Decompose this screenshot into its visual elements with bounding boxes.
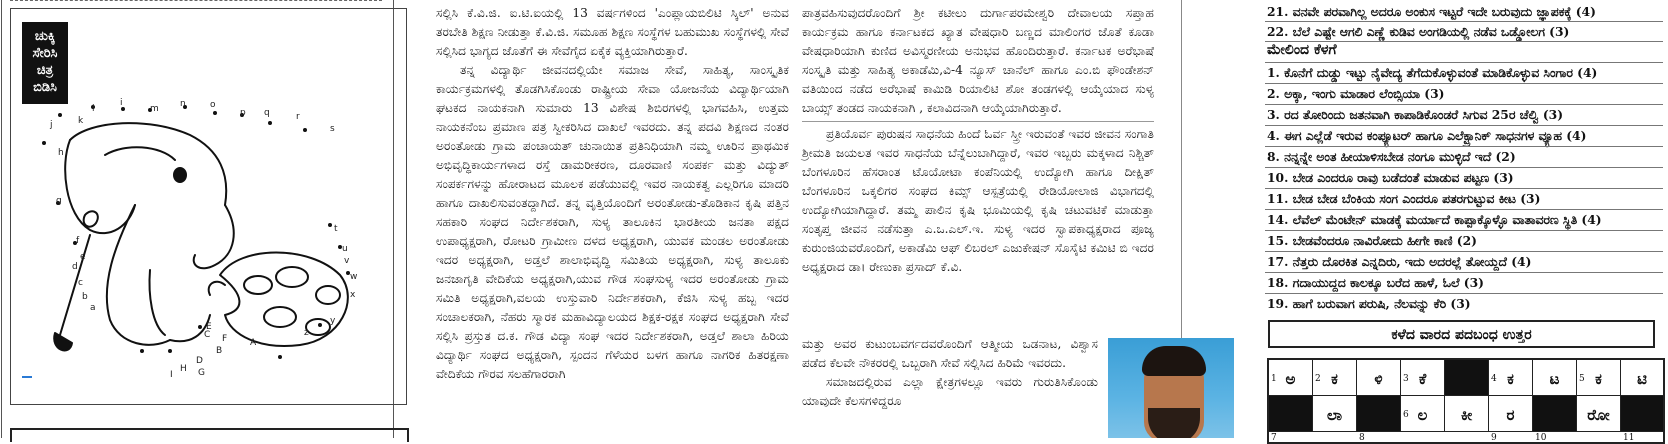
article-column-2 xyxy=(802,4,1154,277)
dot-label: a xyxy=(90,303,96,313)
dashed-divider xyxy=(10,0,382,1)
dot-label: H xyxy=(180,364,187,374)
cell-letter: ಟಿ xyxy=(1637,370,1647,388)
cell-number: 2 xyxy=(1315,374,1321,384)
article-paragraph: ಸಲ್ಲಿಸಿ ಕೆ.ವಿ.ಜಿ. ಐ.ಟಿ.ಐಯಲ್ಲಿ 13 ವರ್ಷಗಳಿಂದ 'ಎಂಪ್ಲಾಯಬಿಲಿಟಿ ಸ್ಕಿಲ್' ಅನುವ ತರಬೇತಿ ಶಿಕ್ಷಣ ನೀಡುತ್ತಾ ಕೆ.ವಿ.ಜಿ. ಸಮೂಹ ಶಿಕ್ಷಣ ಸಂಸ್ಥೆಗಳ ಬಹುಮುಖ ಸಂಸ್ಥೆಗಳಲ್ಲಿ ಸೇವೆ ಸಲ್ಲಿಸಿದ ಭಾಗ್ಯದ ಜೊತೆಗೆ ಈ ಸೇವೆಗೈದ ಏಕೈಕ ವ್ಯಕ್ತಿಯಾಗಿರುತ್ತಾರೆ. xyxy=(436,6,789,58)
clue-down: 15. ಬೇಡವೆಂದರೂ ನಾವಿರೋದು ಹೀಗೇ ಕಾಣಿ (2) xyxy=(1267,233,1477,248)
puzzle-title xyxy=(22,22,68,104)
cell-letter: ರೋ xyxy=(1587,406,1610,424)
clue-down: 2. ಅಕ್ಕಾ, ಇಂಗು ಮಾಡಾರ ಲೆಂಬ್ಸಿಯಾ (3) xyxy=(1267,86,1445,101)
dot-label: z xyxy=(304,328,309,338)
grid-cell xyxy=(1533,360,1577,396)
article-paragraph: ಸಮಾಜದಲ್ಲಿರುವ ಎಲ್ಲಾ ಕ್ಷೇತ್ರಗಳಲ್ಲೂ ಇವರು ಗುರುತಿಸಿಕೊಂಡು ಯಾವುದೇ ಕೆಲಸಗಳಿದ್ದರೂ xyxy=(802,375,1098,408)
dot-label: G xyxy=(198,368,205,378)
dot-label: g xyxy=(56,196,62,206)
down-heading: ಮೇಲಿಂದ ಕೆಳಗೆ xyxy=(1267,42,1337,58)
cell-letter: ಲಾ xyxy=(1326,406,1342,424)
puzzle-title-line: ಚುಕ್ಕಿ xyxy=(34,29,56,44)
grid-cell xyxy=(1577,396,1621,432)
puzzle-title-line: ಬಿಡಿಸಿ xyxy=(33,80,57,95)
grid-cell-black xyxy=(1269,396,1313,432)
cell-letter: ರ xyxy=(1506,406,1515,424)
grid-cell xyxy=(1401,396,1445,432)
dot-label: m xyxy=(150,104,159,114)
cell-number: 6 xyxy=(1403,410,1409,420)
clue-down: 19. ಹಾಗೆ ಬರುವಾಗ ಪರುಷಿ, ನೆಲವನ್ನು ಕೆರಿ (3) xyxy=(1267,296,1471,311)
dot-label: s xyxy=(330,124,335,134)
article-paragraph: ಪಾತ್ರವಹಿಸುವುದರೊಂದಿಗೆ ಶ್ರೀ ಕಟೀಲು ದುರ್ಗಾಪರಮೇಶ್ವರಿ ದೇವಾಲಯ ಸಪ್ತಾಹ ಕಾರ್ಯಕ್ರಮ ಹಾಗೂ ಕರ್ನಾಟಕದ ಖ್ಯಾತ ವೇಷಧಾರಿ ಬಣ್ಣದ ಮಾಲಿಂಗರ ಜೊತೆ ಕೂಡಾ ವೇಷಧಾರಿಯಾಗಿ ಕುಣಿದ ಅವಿಸ್ಮರಣೀಯ ಅನುಭವ ಹೊಂದಿರುತ್ತಾರೆ. ಕರ್ನಾಟಕ ಅರೆಭಾಷೆ ಸಂಸ್ಕೃತಿ ಮತ್ತು ಸಾಹಿತ್ಯ ಅಕಾಡೆಮಿ,ವಿ-4 ನ್ಯೂಸ್ ಚಾನೆಲ್ ಹಾಗೂ ಎಂ.ಬಿ ಫೌಂಡೇಶನ್ ವತಿಯಿಂದ ನಡೆದ ಅರೆಭಾಷೆ ಕಾಮಿಡಿ ರಿಯಾಲಿಟಿ ಶೋ ತಂಡಗಳಲ್ಲಿ ಆಯ್ಕೆಯಾದ ಸುಳ್ಯ ಬಾಯ್ಸ್ ತಂಡದ ನಾಯಕನಾಗಿ , ಕಲಾವಿದನಾಗಿ ಆಯ್ಕೆಯಾಗಿರುತ್ತಾರೆ. xyxy=(802,6,1154,115)
clue-down: 4. ಈಗ ಎಲ್ಲೆಡೆ ಇರುವ ಕಂಪ್ಯೂಟರ್ ಹಾಗೂ ಎಲೆಕ್ಟ್ರಾನಿಕ್ ಸಾಧನಗಳ ವ್ಯೂಹ (4) xyxy=(1267,128,1587,143)
clue-across: 21. ವನವೇ ಪರವಾಗಿಲ್ಲ ಅದರೂ ಅಂಕುಸ ಇಟ್ಟರೆ ಇದೇ ಬರುವುದು ಜ್ಞಾಪಕಕ್ಕೆ (4) xyxy=(1267,4,1596,19)
grid-cell-black xyxy=(1533,396,1577,432)
grid-cell xyxy=(1445,396,1489,432)
dot-label: y xyxy=(330,316,336,326)
dot-label: A xyxy=(250,338,257,348)
article-paragraph: ಮತ್ತು ಅವರ ಕುಟುಂಬವರ್ಗದವರೊಂದಿಗೆ ಆತ್ಮೀಯ ಒಡನಾಟ, ವಿಶ್ವಾಸ ಪಡೆದ ಕೆಲವೇ ನೌಕರರಲ್ಲಿ ಒಬ್ಬರಾಗಿ ಸೇವೆ ಸಲ್ಲಿಸಿದ ಹಿರಿಮೆ ಇವರದು. xyxy=(802,337,1098,370)
cell-number: 8 xyxy=(1359,433,1365,443)
cell-letter: ಟ xyxy=(1549,370,1560,388)
grid-cell xyxy=(1621,360,1663,396)
cell-letter: ಅ xyxy=(1285,370,1296,388)
clue-down: 3. ರದ ತೋರಿಂದು ಜತನವಾಗಿ ಕಾಪಾಡಿಕೊಂಡರೆ ಸಿಗುವ 25ರ ಚೆಲ್ವಿ (3) xyxy=(1267,107,1564,122)
blue-mark xyxy=(22,376,32,378)
dot-label: F xyxy=(222,334,228,344)
dot-label: b xyxy=(82,292,88,302)
dot-label: j xyxy=(50,120,53,130)
next-puzzle-box xyxy=(10,428,409,442)
clue-across: 22. ಬೆಲೆ ಎಷ್ಟೇ ಆಗಲಿ ಎಣ್ಣೆ ಕುಡಿವ ಅಂಗಡಿಯಲ್ಲಿ ನಡೆವ ಒಡ್ಡೋಲಗ (3) xyxy=(1267,24,1570,39)
dot-label: q xyxy=(264,108,270,118)
grid-cell xyxy=(1489,360,1533,396)
dot-label: t xyxy=(334,224,338,234)
dot-label: e xyxy=(80,252,86,262)
cell-number: 10 xyxy=(1535,433,1547,443)
article-paragraph: ತನ್ನ ವಿದ್ಯಾರ್ಥಿ ಜೀವನದಲ್ಲಿಯೇ ಸಮಾಜ ಸೇವೆ, ಸಾಹಿತ್ಯ, ಸಾಂಸ್ಕೃತಿಕ ಕಾರ್ಯಕ್ರಮಗಳಲ್ಲಿ ತೊಡಗಿಸಿಕೊಂಡು ರಾಷ್ಟ್ರೀಯ ಸೇವಾ ಯೋಜನೆಯ ವಿದ್ಯಾರ್ಥಿಯಾಗಿ ಘಟಕದ ನಾಯಕನಾಗಿ ಸುಮಾರು 13 ವಿಶೇಷ ಶಿಬಿರಗಳಲ್ಲಿ ಭಾಗವಹಿಸಿ, ಉತ್ತಮ ನಾಯಕನೆಂಬ ಪ್ರಮಾಣ ಪತ್ರ ಸ್ವೀಕರಿಸಿದ ದಾಖಲೆ ಇವರದು. ತನ್ನ ಪದವಿ ಶಿಕ್ಷಣದ ನಂತರ ಅರಂತೋಡು ಗ್ರಾಮ ಪಂಚಾಯತ್ ಚುನಾಯಿತ ಪ್ರತಿನಿಧಿಯಾಗಿ ನಮ್ಮ ಊರಿನ ಪ್ರಾಥಮಿಕ ಅಭಿವೃದ್ಧಿಕಾರ್ಯಗಳಾದ ರಸ್ತೆ ಡಾಮರೀಕರಣ, ದೂರವಾಣಿ ಸಂಪರ್ಕ ಮತ್ತು ವಿದ್ಯುತ್ ಸಂಪರ್ಕಗಳನ್ನು ಹೋರಾಟದ ಮೂಲಕ ಪಡೆಯುವಲ್ಲಿ ಇವರ ನಾಯಕತ್ವ ಎಲ್ಲರಿಗೂ ಮಾದರಿ ಹಾಗೂ ದಾಖಲಿಸುವಂತದ್ದಾಗಿದೆ. ತನ್ನ ವೃತ್ತಿಯೊಂದಿಗೆ ಅರಂತೋಡು-ತೊಡಿಕಾನ ಕೃಷಿ ಪತ್ತಿನ ಸಹಕಾರಿ ಸಂಘದ ನಿರ್ದೇಶಕರಾಗಿ, ಸುಳ್ಯ ತಾಲೂಕಿನ ಭಾರತೀಯ ಜನತಾ ಪಕ್ಷದ ಉಪಾಧ್ಯಕ್ಷರಾಗಿ, ರೋಟರಿ ಗ್ರಾಮೀಣ ದಳದ ಅಧ್ಯಕ್ಷರಾಗಿ, ಯುವಕ ಮಂಡಲ ಅರಂತೋಡು ಇದರ ಅಧ್ಯಕ್ಷರಾಗಿ, ಅಡ್ತಲೆ ಶಾಲಾಭಿವೃದ್ಧಿ ಸಮಿತಿಯ ಅಧ್ಯಕ್ಷರಾಗಿ, ಸುಳ್ಯ ತಾಲೂಕು ಜನಜಾಗೃತಿ ವೇದಿಕೆಯ ಅಧ್ಯಕ್ಷರಾಗಿ,ಯುವ ಗೌಡ ಸಂಘಸುಳ್ಯ ಇದರ ಅರಂತೋಡು ಗ್ರಾಮ ಸಮಿತಿ ಅಧ್ಯಕ್ಷರಾಗಿ,ವಲಯ ಉಸ್ತುವಾರಿ ನಿರ್ದೇಶಕರಾಗಿ, ಕೆಜಿಸಿ ಸುಳ್ಯ ಹಬ್ಬ ಇದರ ಸಂಚಾಲಕರಾಗಿ, ನೆಹರು ಸ್ಮಾರಕ ಮಹಾವಿದ್ಯಾಲಯದ ಶಿಕ್ಷಕ-ರಕ್ಷಕ ಸಂಘದ ಅಧ್ಯಕ್ಷರಾಗಿ ಸೇವೆ ಸಲ್ಲಿಸಿ ಪ್ರಸ್ತುತ ದ.ಕ. ಗೌಡ ವಿದ್ಯಾ ಸಂಘ ಇದರ ನಿರ್ದೇಶಕರಾಗಿ, ಅಡ್ತಲೆ ಶಾಲಾ ಹಿರಿಯ ವಿದ್ಯಾರ್ಥಿ ಸಂಘದ ಅಧ್ಯಕ್ಷರಾಗಿ, ಸ್ಪಂದನ ಗೆಳೆಯರ ಬಳಗ ಹಾಗೂ ನಾಗರಿಕ ಹಿತರಕ್ಷಣಾ ವೇದಿಕೆಯ ಗೌರವ ಸಲಹೆಗಾರರಾಗಿ xyxy=(436,63,789,381)
grid-cell xyxy=(1577,360,1621,396)
clue-down: 11. ಬೇಡ ಬೇಡ ಬೆಂಕಿಯ ಸಂಗ ಎಂದರೂ ಪತರಗುಟ್ಟುವ ಕೀಟ (3) xyxy=(1267,191,1541,206)
clue-down: 14. ಲೆವೆಲ್ ಮೆಂಟೇನ್ ಮಾಡಕ್ಕೆ ಮರ್ಯಾದೆ ಕಾಪ್ಪಾಕ್ಕೊಳ್ಳೊ ವಾತಾವರಣ ಸ್ಥಿತಿ (4) xyxy=(1267,212,1602,227)
dot-label: o xyxy=(210,100,216,110)
column-rule xyxy=(1,0,2,438)
grid-cell-black xyxy=(1621,396,1663,432)
puzzle-title-line: ಚಿತ್ರ xyxy=(36,63,54,78)
grid-cell xyxy=(1269,360,1313,396)
dot-label: w xyxy=(350,272,358,282)
grid-cell xyxy=(1313,360,1357,396)
beard xyxy=(1148,408,1200,438)
cell-letter: ಕೆ xyxy=(1418,370,1427,388)
dot-label: v xyxy=(344,256,350,266)
cell-letter: ಕ xyxy=(1595,370,1602,388)
dot-label: i xyxy=(120,98,123,108)
cell-number: 11 xyxy=(1623,433,1635,443)
dot-label: f xyxy=(76,236,80,246)
cell-letter: ಕ xyxy=(1507,370,1514,388)
grid-cell xyxy=(1401,360,1445,396)
cell-number: 9 xyxy=(1491,433,1497,443)
dot-label: c xyxy=(78,278,83,288)
article-column-2-wrap xyxy=(802,335,1098,411)
article-column-1 xyxy=(436,4,789,384)
dot-label: u xyxy=(342,244,348,254)
dot-label: C xyxy=(204,330,211,340)
cell-number: 5 xyxy=(1579,374,1585,384)
cell-number: 4 xyxy=(1491,374,1497,384)
grid-cell xyxy=(1313,396,1357,432)
portrait-photo xyxy=(1108,338,1234,438)
elephant-drawing xyxy=(30,95,370,370)
dot-label: h xyxy=(58,148,64,158)
clue-down: 8. ನನ್ನನ್ನೇ ಅಂತ ಹೀಯಾಳಿಸಬೇಡ ನಂಗೂ ಮುಳ್ಳಿದೆ ಇದೆ (2) xyxy=(1267,149,1516,164)
grid-cell-black xyxy=(1445,360,1489,396)
cell-number: 3 xyxy=(1403,374,1409,384)
hair xyxy=(1142,346,1206,376)
grid-cell xyxy=(1489,396,1533,432)
dot-label: r xyxy=(296,112,300,122)
dot-label: n xyxy=(180,99,186,109)
puzzle-title-line: ಸೇರಿಸಿ xyxy=(32,46,58,61)
dot-label: l xyxy=(92,104,95,114)
dot-label: I xyxy=(170,370,173,380)
cell-letter: ಕ xyxy=(1331,370,1338,388)
article-paragraph: ಪ್ರತಿಯೊರ್ವ ಪುರುಷನ ಸಾಧನೆಯ ಹಿಂದೆ ಓರ್ವ ಸ್ತ್ರೀ ಇರುವಂತೆ ಇವರ ಜೀವನ ಸಂಗಾತಿ ಶ್ರೀಮತಿ ಜಯಲತ ಇವರ ಸಾಧನೆಯ ಬೆನ್ನೆಲುಬಾಗಿದ್ದಾರೆ, ಇವರ ಇಬ್ಬರು ಮಕ್ಕಳಾದ ನಿಶ್ಚಿತ್ ಬೆಂಗಳೂರಿನ ಹೆಸರಾಂತ ಟೊಯೋಟಾ ಕಂಪೆನಿಯಲ್ಲಿ ಉದ್ಯೋಗಿ ಹಾಗೂ ದೀಕ್ಷಿತ್ ಬೆಂಗಳೂರಿನ ಒಕ್ಕಲಿಗರ ಸಂಘದ ಕಿಮ್ಸ್ ಆಸ್ಪತ್ರೆಯಲ್ಲಿ ರೇಡಿಯೋಲಾಜಿ ವಿಭಾಗದಲ್ಲಿ ಉದ್ಯೋಗಿಯಾಗಿದ್ದಾರೆ. ತಮ್ಮ ಪಾಲಿನ ಕೃಷಿ ಭೂಮಿಯಲ್ಲಿ ಕೃಷಿ ಚಟುವಟಿಕೆ ಮಾಡುತ್ತಾ ಸಂತೃಪ್ತ ಜೀವನ ನಡೆಸುತ್ತಾ ಎ.ಒ.ಎಲ್.ಇ. ಸುಳ್ಯ ಇದರ ಸ್ವಾಪಕಾಧ್ಯಕ್ಷರಾದ ಪೂಜ್ಯ ಕುರುಂಜಿಯವರೊಂದಿಗೆ, ಅಕಾಡೆಮಿ ಆಫ್ ಲಿಬರಲ್ ಎಜುಕೇಷನ್ ಸೊಸೈಟಿ ಕಮಿಟಿ ಬಿ ಇದರ ಅಧ್ಯಕ್ಷರಾದ ಡಾ। ರೇಣುಕಾ ಪ್ರಸಾದ್ ಕೆ.ವಿ. xyxy=(802,127,1154,274)
cell-letter: ಳಿ xyxy=(1374,370,1383,388)
dot-label: d xyxy=(72,262,78,272)
dot-label: x xyxy=(350,290,356,300)
dot-label: B xyxy=(216,346,223,356)
clue-down: 17. ನೆತ್ತರು ದೊರಕಿತ ಎನ್ನದಿರು, ಇದು ಅದರಲ್ಲೆ ತೋಯ್ದದೆ (4) xyxy=(1267,254,1532,269)
clue-down: 18. ಗದಾಯುದ್ದದ ಕಾಲಕ್ಕೂ ಬರೆದ ಹಾಳೆ, ಓಲೆ (3) xyxy=(1267,275,1484,290)
grid-cell-black xyxy=(1357,396,1401,432)
clue-down: 1. ಕೊನೆಗೆ ದುಡ್ಡು ಇಟ್ಟು ನೈವೇದ್ಯ ತೆಗೆದುಕೊಳ್ಳುವಂತೆ ಮಾಡಿಕೊಳ್ಳುವ ಸಿಂಗಾರ (4) xyxy=(1267,65,1598,80)
cell-letter: ಲ xyxy=(1417,406,1428,424)
cell-number: 7 xyxy=(1271,433,1277,443)
divider xyxy=(802,121,1154,122)
clue-down: 10. ಬೇಡ ಎಂದರೂ ರಾವು ಬಡೆದಂತೆ ಮಾಡುವ ಪಟ್ಟಣ (3) xyxy=(1267,170,1514,185)
grid-cell xyxy=(1357,360,1401,396)
dot-label: E xyxy=(206,322,212,332)
cell-number: 1 xyxy=(1271,374,1277,384)
answer-title-box: ಕಳೆದ ವಾರದ ಪದಬಂಧ ಉತ್ತರ xyxy=(1268,320,1655,348)
cell-letter: ಕೀ xyxy=(1460,406,1473,424)
dot-label: D xyxy=(196,356,203,366)
dot-label: p xyxy=(240,108,246,118)
dot-label: k xyxy=(78,116,84,126)
crossword-grid xyxy=(1267,358,1665,444)
